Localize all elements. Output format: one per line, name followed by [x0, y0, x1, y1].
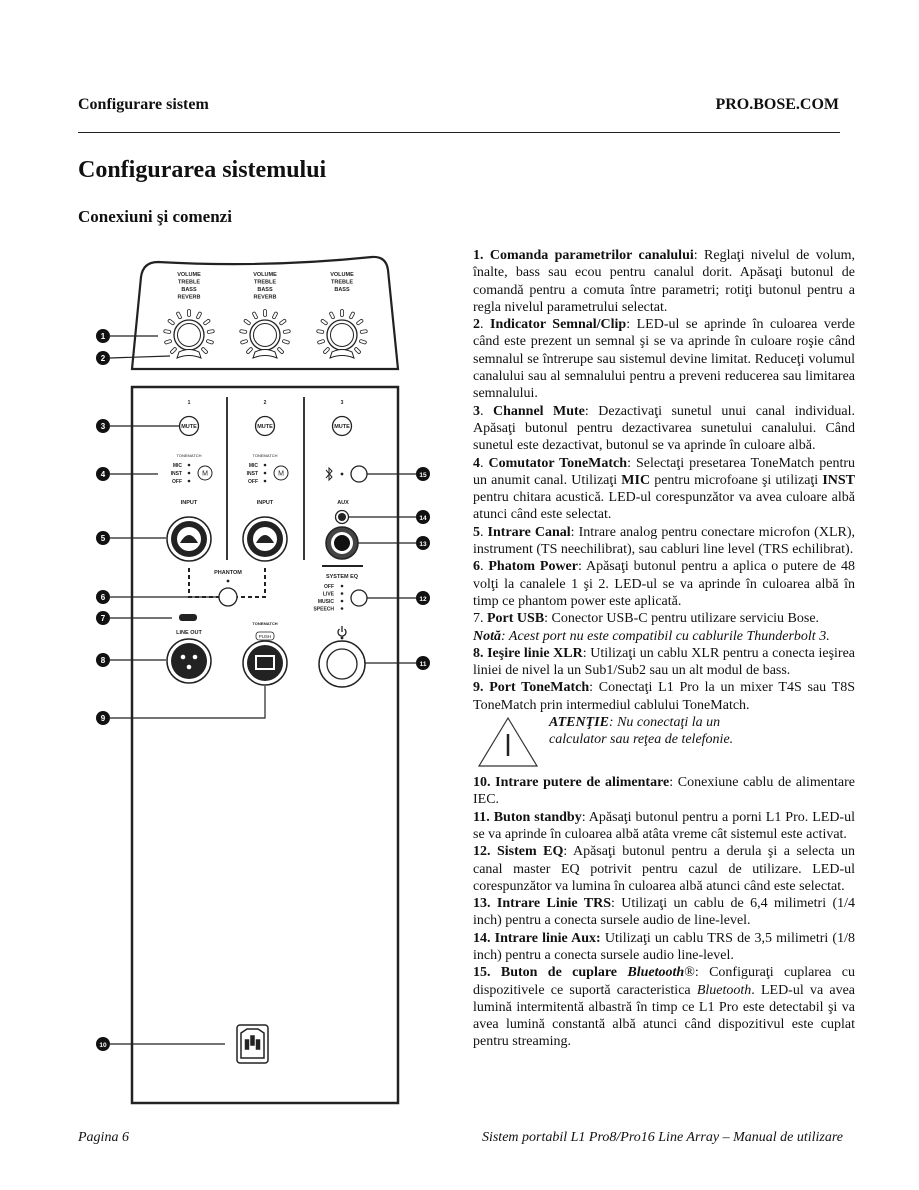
- item-text: : Utilizaţi un cablu de 6,4 milimetri (1/4 inch) pentru a conecta sursele audio de line-level.: [473, 896, 855, 929]
- level-led: [359, 339, 367, 344]
- item-heading: 5: [473, 524, 480, 540]
- callout-6: [96, 590, 110, 604]
- tonematch-mode-led: [264, 480, 267, 483]
- item-heading: 6: [473, 559, 480, 575]
- mute-label: MUTE: [181, 424, 197, 430]
- eq-mode-led: [341, 607, 344, 610]
- push-label: PUSH: [258, 634, 272, 639]
- tonematch-mode-led: [188, 472, 191, 475]
- level-led: [272, 312, 278, 320]
- callout-8: [96, 653, 110, 667]
- callout-15: [416, 467, 430, 481]
- tonematch-button-label: M: [278, 470, 284, 478]
- callout-number: 7: [100, 614, 106, 623]
- callout-number: 3: [100, 422, 106, 431]
- usb-c-port[interactable]: [179, 614, 197, 621]
- warning-triangle-icon: [477, 716, 539, 768]
- level-led: [277, 347, 284, 354]
- item-text: .: [480, 403, 493, 419]
- description-item: [473, 628, 855, 645]
- knob-parameter-label: VOLUME: [177, 272, 201, 278]
- xlr-line-out-jack[interactable]: [167, 639, 211, 683]
- callout-number: 1: [100, 332, 106, 341]
- item-text: .: [480, 559, 489, 575]
- callout-11: [416, 656, 430, 670]
- item-heading: Indicator Semnal/Clip: [490, 317, 627, 333]
- bluetooth-led: [341, 473, 344, 476]
- running-header-site: PRO.BOSE.COM: [715, 96, 839, 113]
- eq-mode-led: [341, 592, 344, 595]
- bluetooth-icon: [326, 468, 332, 480]
- level-led: [252, 312, 258, 320]
- item-text: pentru chitara acustică. LED-ul corespunzător va avea culoare albă atunci când este selectat.: [473, 490, 855, 523]
- warning-label: ATENŢIE: [549, 715, 609, 731]
- page-title: Configurarea sistemului: [78, 157, 327, 183]
- tonematch-mode-label: OFF: [172, 479, 182, 485]
- item-heading: Channel Mute: [492, 403, 585, 419]
- eq-mode-label: OFF: [324, 584, 334, 590]
- item-heading: Intrare Canal: [487, 524, 571, 540]
- input-label: INPUT: [180, 500, 198, 506]
- tonematch-button-label: M: [202, 470, 208, 478]
- item-text: : Intrare analog pentru conectare microfon (XLR), instrument (TS neechilibrat), sau cabluri line level (TRS echilibrat).: [473, 524, 855, 558]
- callout-12: [416, 591, 430, 605]
- level-led: [188, 310, 191, 317]
- tonematch-logo: TONEMATCH: [252, 621, 278, 626]
- running-header-section: Configurare sistem: [78, 96, 209, 113]
- item-heading: 8. Ieşire linie XLR: [473, 645, 583, 661]
- level-led: [349, 312, 355, 320]
- item-text: Bluetooth: [696, 982, 752, 998]
- level-led: [203, 319, 210, 326]
- level-led: [341, 310, 344, 317]
- level-led: [282, 339, 290, 344]
- trs-line-input-jack[interactable]: [326, 527, 358, 559]
- callout-9: [96, 711, 110, 725]
- item-text: : Selectaţi presetarea ToneMatch pentru un anumit canal. Utilizaţi: [473, 455, 856, 488]
- level-led: [167, 319, 174, 326]
- level-led: [320, 319, 327, 326]
- eq-mode-label: SPEECH: [313, 606, 334, 613]
- description-item: [473, 774, 855, 809]
- controls-description: [473, 247, 855, 1051]
- item-heading: Comutator ToneMatch: [488, 455, 628, 471]
- knob-parameter-label: REVERB: [253, 294, 277, 301]
- level-led: [196, 312, 202, 320]
- knob-parameter-label: VOLUME: [330, 272, 354, 278]
- callout-14: [416, 510, 430, 524]
- item-heading: 3: [473, 403, 480, 419]
- level-led: [240, 330, 247, 334]
- callout-number: 9: [100, 714, 106, 723]
- callout-number: 6: [100, 593, 106, 602]
- item-text: : Reglaţi nivelul de volum, înalte, bass sau ecou pentru canalul dorit. Apăsaţi butonul de comandă pentru a comuta între parametri; rotiţi butonul pentru a regla nivelul parametrului selectat.: [473, 248, 856, 315]
- level-led: [176, 312, 182, 320]
- item-heading: 14. Intrare linie Aux:: [473, 930, 601, 946]
- item-text: : Conexiune cablu de alimentare IEC.: [473, 775, 855, 808]
- level-led: [206, 339, 214, 344]
- line-out-label: LINE OUT: [176, 630, 202, 636]
- standby-button[interactable]: [319, 641, 365, 687]
- item-text: : LED-ul se aprinde în culoarea verde când este prezent un semnal şi se va aprinde în culoare roşie când semnalul se întrerupe sau sistemul devine limitat. Reduceţi volumul canalului sau al semnalului pentru a preveni reducerea sau limitarea semnalului.: [473, 317, 856, 402]
- aux-label: AUX: [337, 500, 349, 506]
- phantom-led: [227, 580, 230, 583]
- callout-10: [96, 1037, 110, 1051]
- bottom-panel-outline: [132, 387, 398, 1103]
- description-item: [473, 524, 855, 559]
- callout-leader-line: [110, 356, 170, 358]
- combo-input-jack-1[interactable]: [167, 517, 211, 561]
- knob-parameter-label: BASS: [334, 287, 350, 293]
- callout-7: [96, 611, 110, 625]
- channel-number: 2: [263, 400, 267, 406]
- callout-number: 4: [100, 470, 106, 479]
- aux-jack[interactable]: [336, 511, 349, 524]
- item-heading: 9. Port ToneMatch: [473, 680, 590, 696]
- level-led: [329, 312, 335, 320]
- item-heading: 1. Comanda parametrilor canalului: [473, 248, 694, 263]
- description-item: [473, 645, 855, 680]
- mute-button-1[interactable]: [180, 417, 199, 436]
- item-heading: 2: [473, 317, 480, 333]
- tonematch-mode-led: [188, 480, 191, 483]
- description-item: [473, 843, 855, 895]
- item-heading: 15. Buton de cuplare: [473, 965, 628, 981]
- mute-label: MUTE: [334, 424, 350, 430]
- knob-parameter-label: BASS: [181, 287, 197, 293]
- level-led: [164, 339, 172, 344]
- level-led: [201, 347, 208, 354]
- level-led: [283, 330, 290, 334]
- item-text: : Apăsaţi butonul pentru a aplica o putere de 48 volţi la canalele 1 şi 2. LED-ul se va aprinde în culoarea albă în timp ce phantom power este aplicată.: [473, 559, 856, 609]
- eq-mode-led: [341, 585, 344, 588]
- channel-number: 3: [340, 400, 344, 406]
- item-heading: Notă: [473, 628, 501, 644]
- level-led: [243, 319, 250, 326]
- item-heading: 10. Intrare putere de alimentare: [473, 775, 670, 791]
- callout-13: [416, 536, 430, 550]
- warning-text: : Nu conectaţi la un calculator sau reţea de telefonie.: [549, 715, 734, 748]
- level-led: [323, 347, 330, 354]
- callout-3: [96, 419, 110, 433]
- item-text: : Conectaţi L1 Pro la un mixer T4S sau T8S ToneMatch prin intermediul cablului ToneMatch.: [473, 680, 855, 713]
- level-led: [360, 330, 367, 334]
- description-item: [473, 895, 855, 930]
- eq-mode-led: [341, 600, 344, 603]
- mute-button-3[interactable]: [333, 417, 352, 436]
- callout-number: 5: [100, 534, 106, 543]
- description-item: [473, 455, 855, 524]
- item-heading: Bluetooth: [627, 965, 685, 981]
- item-text: : Apăsaţi butonul pentru a porni L1 Pro. LED-ul se va aprinde în culoarea albă atâta vreme cât sistemul este activat.: [473, 809, 855, 842]
- input-label: INPUT: [256, 500, 274, 506]
- description-item: [473, 403, 855, 455]
- item-text: : Utilizaţi un cablu XLR pentru a conecta ieşirea liniei de nivel la un Sub1/Sub2 sau un alt modul de bass.: [473, 645, 855, 679]
- item-heading: MIC: [621, 472, 651, 488]
- channel-1-control-knob[interactable]: [174, 320, 204, 350]
- phantom-power-button[interactable]: [219, 588, 237, 606]
- description-item: [473, 809, 855, 844]
- item-heading: 4: [473, 455, 480, 471]
- callout-2: [96, 351, 110, 365]
- channel-number: 1: [187, 400, 191, 406]
- iec-power-inlet[interactable]: [237, 1025, 268, 1063]
- callout-number: 15: [419, 472, 427, 479]
- item-heading: 12. Sistem EQ: [473, 844, 564, 860]
- eq-mode-label: MUSIC: [317, 599, 334, 605]
- level-led: [246, 347, 253, 354]
- level-led: [356, 319, 363, 326]
- item-text: .: [480, 455, 489, 471]
- level-led: [240, 339, 248, 344]
- combo-input-jack-2[interactable]: [243, 517, 287, 561]
- knob-parameter-label: TREBLE: [178, 279, 200, 286]
- power-led: [341, 637, 344, 640]
- item-text: . LED-ul va avea lumină intermitentă albastră în timp ce L1 Pro este detectabil şi va avea lumină constantă albă atunci când dispozitivul este cuplat pentru streaming.: [473, 982, 855, 1050]
- item-text: 7.: [473, 611, 487, 627]
- level-led: [317, 330, 324, 334]
- level-led: [207, 330, 214, 334]
- description-item: [473, 316, 855, 402]
- level-led: [170, 347, 177, 354]
- item-text: pentru microfoane şi utilizaţi: [650, 472, 823, 488]
- level-led: [164, 330, 171, 334]
- callout-1: [96, 329, 110, 343]
- knob-parameter-label: VOLUME: [253, 272, 277, 278]
- level-led: [317, 339, 325, 344]
- item-heading: INST: [822, 472, 855, 488]
- level-led: [279, 319, 286, 326]
- system-eq-button[interactable]: [351, 590, 367, 606]
- signal-clip-indicator: [177, 350, 201, 359]
- tonematch-mode-label: MIC: [172, 463, 182, 469]
- callout-4: [96, 467, 110, 481]
- page-number: Pagina 6: [78, 1130, 129, 1145]
- tonematch-mode-led: [264, 464, 267, 467]
- mute-label: MUTE: [257, 424, 273, 430]
- description-item: [473, 247, 855, 316]
- tonematch-button-1[interactable]: [198, 466, 212, 480]
- item-text: Utilizaţi un cablu TRS de 3,5 milimetri (1/8 inch) pentru a conecta sursele audio line-level.: [473, 930, 855, 963]
- item-heading: 13. Intrare Linie TRS: [473, 896, 611, 912]
- callout-5: [96, 531, 110, 545]
- power-icon: [338, 626, 346, 636]
- warning-note: [473, 714, 855, 768]
- callout-number: 8: [100, 656, 106, 665]
- level-led: [354, 347, 361, 354]
- callout-number: 11: [419, 661, 427, 668]
- item-text: : Apăsaţi butonul pentru a derula şi a selecta un canal master EQ potrivit pentru cazul de utilizare. LED-ul corespunzător va lumina în culoarea albă atunci când este selectat.: [473, 844, 856, 894]
- mute-button-2[interactable]: [256, 417, 275, 436]
- tonematch-mode-label: INST: [246, 471, 258, 477]
- callout-number: 2: [100, 354, 106, 363]
- tonematch-mode-label: OFF: [248, 479, 258, 485]
- item-heading: 11. Buton standby: [473, 809, 582, 825]
- callout-number: 12: [419, 596, 427, 603]
- description-item: [473, 964, 855, 1050]
- tonematch-logo: TONEMATCH: [176, 453, 202, 458]
- signal-clip-indicator: [253, 350, 277, 359]
- item-text: : Dezactivaţi sunetul unui canal individual. Apăsaţi butonul pentru dezactivarea sunetului canalului. Când sunetul este dezactivat, butonul se va aprinde în culoare albă.: [473, 403, 855, 454]
- description-item: [473, 558, 855, 610]
- tonematch-mode-label: INST: [170, 471, 182, 477]
- description-item: [473, 610, 855, 627]
- callout-number: 13: [419, 541, 427, 548]
- manual-title-footer: Sistem portabil L1 Pro8/Pro16 Line Array – Manual de utilizare: [481, 1130, 843, 1145]
- system-eq-label: SYSTEM EQ: [325, 574, 359, 580]
- tonematch-button-2[interactable]: [274, 466, 288, 480]
- tonematch-mode-led: [188, 464, 191, 467]
- callout-number: 14: [419, 515, 427, 522]
- tonematch-mode-led: [264, 472, 267, 475]
- callout-number: 10: [99, 1042, 107, 1049]
- item-text: ®: Configuraţi cuplarea cu dispozitivele ce suportă caracteristica: [473, 965, 855, 998]
- item-text: : Conector USB-C pentru utilizare serviciu Bose.: [544, 611, 820, 627]
- item-text: : Acest port nu este compatibil cu cablurile Thunderbolt 3.: [501, 628, 830, 644]
- tonematch-logo: TONEMATCH: [252, 453, 278, 458]
- knob-parameter-label: TREBLE: [331, 279, 353, 286]
- tonematch-mode-label: MIC: [248, 463, 258, 469]
- item-text: .: [480, 317, 491, 333]
- section-subtitle: Conexiuni şi comenzi: [78, 207, 232, 226]
- tonematch-port[interactable]: [243, 641, 287, 685]
- description-item: [473, 930, 855, 965]
- item-heading: Port USB: [487, 611, 545, 627]
- knob-parameter-label: TREBLE: [254, 279, 276, 286]
- bluetooth-pair-button[interactable]: [351, 466, 367, 482]
- eq-mode-label: LIVE: [322, 591, 334, 598]
- knob-parameter-label: BASS: [257, 287, 273, 293]
- description-item: [473, 679, 855, 714]
- channel-3-control-knob[interactable]: [327, 320, 357, 350]
- item-heading: Phatom Power: [488, 559, 578, 575]
- phantom-label: PHANTOM: [214, 570, 242, 576]
- level-led: [264, 310, 267, 317]
- knob-parameter-label: REVERB: [177, 294, 201, 301]
- signal-clip-indicator: [330, 350, 354, 359]
- item-text: .: [480, 524, 488, 540]
- channel-2-control-knob[interactable]: [250, 320, 280, 350]
